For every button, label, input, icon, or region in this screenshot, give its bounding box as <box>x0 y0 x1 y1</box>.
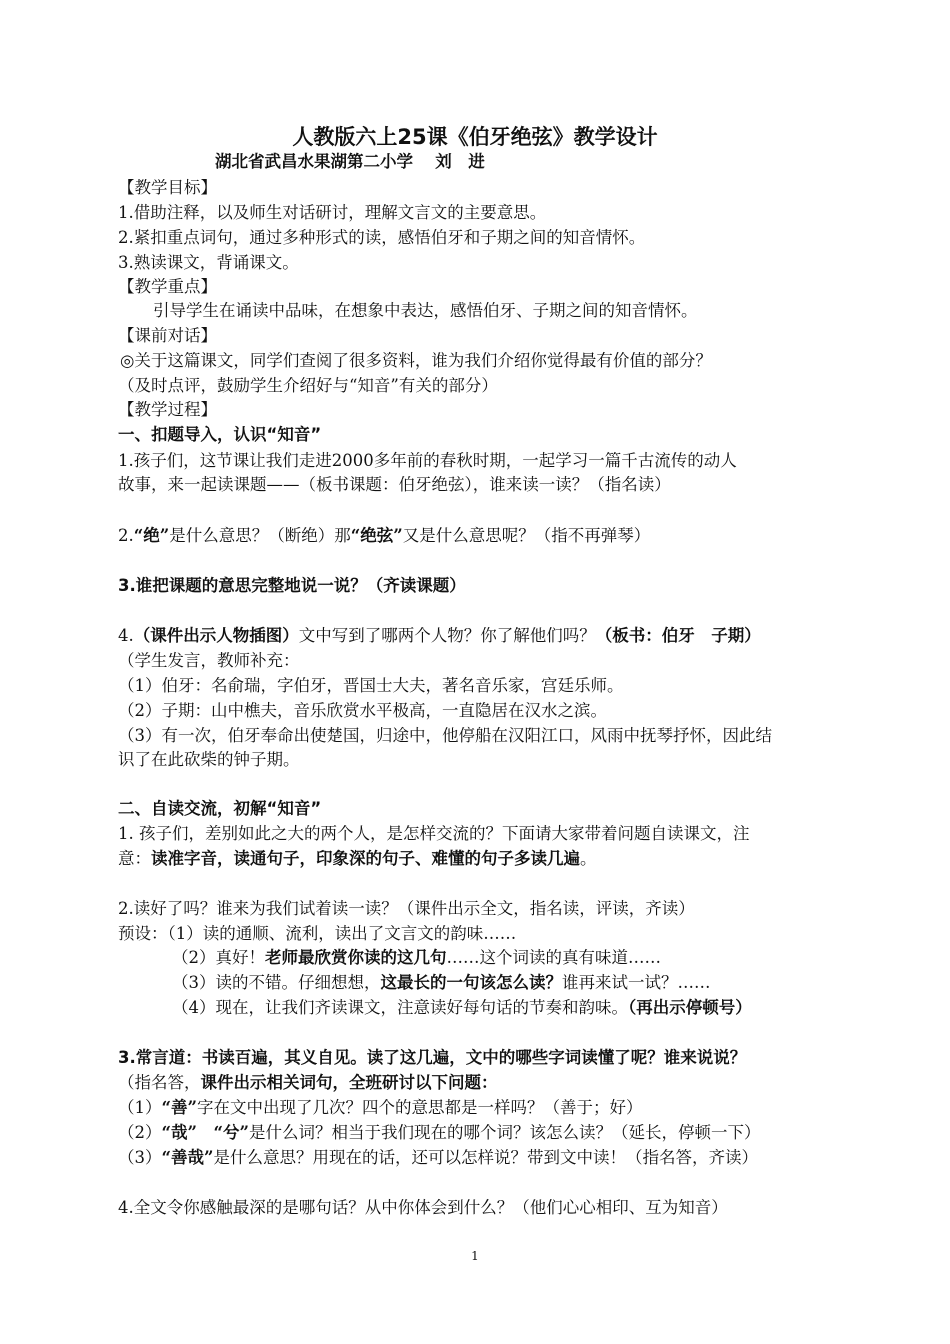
pre-dialogue: ◎关于这篇课文，同学们查阅了很多资料，谁为我们介绍你觉得最有价值的部分？ <box>120 351 712 370</box>
text-run: 是什么词？相当于我们现在的哪个词？该怎么读？（延长，停顿一下） <box>248 1123 761 1142</box>
text-run: （2）真好！ <box>172 948 265 967</box>
list-item <box>118 1121 838 1145</box>
text-run: （指名答， <box>118 1073 201 1092</box>
bold-term: “绝弦” <box>350 526 403 545</box>
text-run: （4）现在，让我们齐读课文，注意读好每句话的节奏和韵味。 <box>172 998 628 1017</box>
list-item <box>172 971 838 995</box>
text-run: （3） <box>118 1148 162 1167</box>
text-run: 又是什么意思呢？（指不再弹琴） <box>402 526 651 545</box>
document-title: 人教版六上25课《伯牙绝弦》教学设计 <box>292 125 658 149</box>
text-run: （3）读的不错。仔细想想， <box>172 973 381 992</box>
bold-note: （课件出示人物插图） <box>133 626 299 645</box>
pre-dialogue-note: （及时点评，鼓励学生介绍好与“知音”有关的部分） <box>118 376 498 395</box>
key-point: 引导学生在诵读中品味，在想象中表达，感悟伯牙、子期之间的知音情怀。 <box>153 301 698 320</box>
bold-term: “兮” <box>213 1123 249 1142</box>
author-line: 湖北省武昌水果湖第二小学 刘 进 <box>215 152 485 171</box>
paragraph: （学生发言，教师补充： <box>118 651 300 670</box>
text-run: ……这个词读的真有味道…… <box>446 948 661 967</box>
text-run: 是什么意思？用现在的话，还可以怎样说？带到文中读！（指名答，齐读） <box>213 1148 758 1167</box>
bold-term: 老师最欣赏你读的这几句 <box>265 948 447 967</box>
paragraph: 1. 孩子们，差别如此之大的两个人，是怎样交流的？下面请大家带着问题自读课文，注 <box>118 824 750 843</box>
list-item <box>118 1096 838 1120</box>
list-item <box>172 946 838 970</box>
section-heading-pre: 【课前对话】 <box>118 326 217 345</box>
bold-note: （板书：伯牙 子期） <box>595 626 761 645</box>
paragraph: 4.全文令你感触最深的是哪句话？从中你体会到什么？（他们心心相印、互为知音） <box>118 1198 728 1217</box>
text-run: 4. <box>118 626 134 645</box>
text-run: 文中写到了哪两个人物？你了解他们吗？ <box>298 626 596 645</box>
bold-term: “善哉” <box>161 1148 214 1167</box>
paragraph: 故事，来一起读课题——（板书课题：伯牙绝弦），谁来读一读？（指名读） <box>118 475 671 494</box>
paragraph-bold: 3.谁把课题的意思完整地说一说？（齐读课题） <box>118 576 466 595</box>
bold-term: “善” <box>161 1098 197 1117</box>
bold-term: 这最长的一句该怎么读？ <box>380 973 562 992</box>
section-heading-process: 【教学过程】 <box>118 400 217 419</box>
bold-note: 课件出示相关词句，全班研讨以下问题： <box>200 1073 498 1092</box>
paragraph: 1.孩子们，这节课让我们走进2000多年前的春秋时期，一起学习一篇千古流传的动人 <box>118 451 737 470</box>
text-run: 。 <box>580 849 597 868</box>
text-run: 谁再来试一试？…… <box>562 973 711 992</box>
list-item: 识了在此砍柴的钟子期。 <box>118 750 300 769</box>
text-run: 2. <box>118 526 134 545</box>
bold-term: 读准字音，读通句子，印象深的句子、难懂的句子多读几遍 <box>151 849 580 868</box>
paragraph: 2.读好了吗？谁来为我们试着读一读？（课件出示全文，指名读，评读，齐读） <box>118 899 695 918</box>
paragraph <box>118 524 838 548</box>
paragraph <box>118 1071 838 1095</box>
part-heading-1: 一、扣题导入，认识“知音” <box>118 425 322 444</box>
goal-item: 1.借助注释，以及师生对话研讨，理解文言文的主要意思。 <box>118 203 547 222</box>
bold-note: （再出示停顿号） <box>628 998 752 1017</box>
list-item: 预设：（1）读的通顺、流利，读出了文言文的韵味…… <box>118 924 517 943</box>
goal-item: 2.紧扣重点词句，通过多种形式的读，感悟伯牙和子期之间的知音情怀。 <box>118 228 646 247</box>
text-run: 字在文中出现了几次？四个的意思都是一样吗？（善于；好） <box>196 1098 643 1117</box>
paragraph <box>118 624 838 648</box>
bold-term: “哉” <box>161 1123 197 1142</box>
paragraph-bold: 3.常言道：书读百遍，其义自见。读了这几遍，文中的哪些字词读懂了呢？谁来说说？ <box>118 1048 747 1067</box>
text-run: 是什么意思？（断绝）那 <box>169 526 351 545</box>
bold-term: “绝” <box>133 526 170 545</box>
text-run: （2） <box>118 1123 162 1142</box>
list-item: （1）伯牙：名俞瑞，字伯牙，晋国士大夫，著名音乐家，宫廷乐师。 <box>118 676 624 695</box>
list-item <box>172 996 838 1020</box>
text-run: （1） <box>118 1098 162 1117</box>
part-heading-2: 二、自读交流，初解“知音” <box>118 799 322 818</box>
text-run <box>197 1123 214 1142</box>
list-item: （2）子期：山中樵夫，音乐欣赏水平极高，一直隐居在汉水之滨。 <box>118 701 607 720</box>
section-heading-goals: 【教学目标】 <box>118 178 217 197</box>
list-item: （3）有一次，伯牙奉命出使楚国，归途中，他停船在汉阳江口，风雨中抚琴抒怀，因此结 <box>118 726 772 745</box>
paragraph <box>118 847 838 871</box>
text-run: 意： <box>118 849 151 868</box>
goal-item: 3.熟读课文，背诵课文。 <box>118 253 299 272</box>
list-item <box>118 1146 838 1170</box>
page-number: 1 <box>471 1249 479 1263</box>
section-heading-key: 【教学重点】 <box>118 277 217 296</box>
